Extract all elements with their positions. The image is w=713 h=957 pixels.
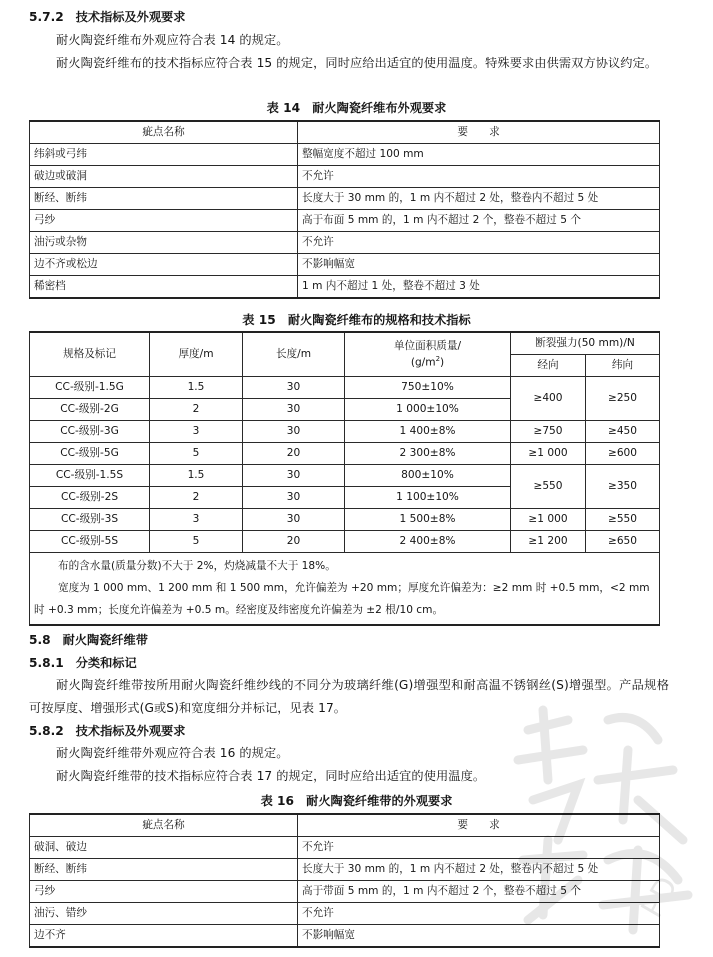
paragraph: 耐火陶瓷纤维带按所用耐火陶瓷纤维纱线的不同分为玻璃纤维(G)增强型和耐高温不锈钢丝(S)增强型。产品规格可按厚度、增强形式(G或S)和宽度细分并标记，见表 17。 [29, 678, 669, 715]
cell-thickness: 3 [150, 509, 243, 531]
table-row [30, 377, 660, 399]
mass-header-unit [349, 353, 506, 370]
table-row [30, 859, 660, 881]
cell-length: 20 [243, 531, 345, 553]
cell-spec: CC-级别-2S [30, 487, 150, 509]
cell-requirement: 不影响幅宽 [298, 254, 660, 276]
table-row [30, 837, 660, 859]
cell-mass: 2 300±8% [345, 443, 511, 465]
cell-requirement: 不允许 [298, 166, 660, 188]
cell-weft: ≥550 [586, 509, 660, 531]
cell-thickness: 3 [150, 421, 243, 443]
cell-defect-name: 边不齐 [30, 925, 298, 948]
table-16 [29, 813, 660, 948]
table-row [30, 188, 660, 210]
column-header-strength: 断裂强力(50 mm)/N [511, 332, 660, 355]
cell-thickness: 1.5 [150, 465, 243, 487]
cell-defect-name: 弓纱 [30, 881, 298, 903]
watermark-text: PD [634, 870, 686, 924]
cell-defect-name: 弓纱 [30, 210, 298, 232]
section-title: 分类和标记 [75, 656, 137, 670]
cell-requirement: 不影响幅宽 [298, 925, 660, 948]
cell-defect-name: 边不齐或松边 [30, 254, 298, 276]
cell-spec: CC-级别-1.5G [30, 377, 150, 399]
cell-requirement: 长度大于 30 mm 的，1 m 内不超过 2 处，整卷内不超过 5 处 [298, 188, 660, 210]
table-14 [29, 120, 660, 299]
column-header-spec: 规格及标记 [30, 332, 150, 377]
table-row [30, 421, 660, 443]
column-header: 要 求 [298, 814, 660, 837]
section-title: 技术指标及外观要求 [75, 724, 186, 738]
unit-superscript: 2 [435, 354, 441, 363]
cell-requirement: 不允许 [298, 837, 660, 859]
table-row [30, 276, 660, 299]
table-row [30, 210, 660, 232]
table-row [30, 531, 660, 553]
cell-spec: CC-级别-1.5S [30, 465, 150, 487]
note-text: 宽度为 1 000 mm、1 200 mm 和 1 500 mm，允许偏差为 +20 mm；厚度允许偏差为：≥2 mm 时 +0.5 mm，<2 mm 时 +0.3 mm；长度允许偏差为 +0.5 m。经密度及纬密度允许偏差为 ±2 根/10 cm。 [34, 582, 650, 616]
paragraph: 耐火陶瓷纤维布外观应符合表 14 的规定。 [56, 33, 289, 47]
cell-defect-name: 破洞、破边 [30, 837, 298, 859]
column-header-weft: 纬向 [586, 355, 660, 377]
table-header-row [30, 814, 660, 837]
section-number: 5.7.2 [29, 10, 64, 24]
table-row [30, 925, 660, 948]
section-title: 技术指标及外观要求 [75, 10, 186, 24]
section-title: 耐火陶瓷纤维带 [62, 633, 148, 647]
section-number: 5.8.1 [29, 656, 64, 670]
cell-mass: 2 400±8% [345, 531, 511, 553]
section-heading-5-8-2 [29, 723, 185, 739]
table-row [30, 465, 660, 487]
cell-weft: ≥650 [586, 531, 660, 553]
cell-defect-name: 稀密档 [30, 276, 298, 299]
table-16-caption: 表 16 耐火陶瓷纤维带的外观要求 [260, 794, 453, 808]
cell-warp: ≥1 000 [511, 443, 586, 465]
cell-length: 30 [243, 399, 345, 421]
cell-mass: 750±10% [345, 377, 511, 399]
cell-thickness: 5 [150, 531, 243, 553]
section-heading-5-7-2 [29, 9, 185, 25]
cell-spec: CC-级别-2G [30, 399, 150, 421]
cell-weft: ≥250 [586, 377, 660, 421]
column-header-thickness: 厚度/m [150, 332, 243, 377]
cell-requirement: 长度大于 30 mm 的，1 m 内不超过 2 处，整卷内不超过 5 处 [298, 859, 660, 881]
paragraph: 耐火陶瓷纤维带外观应符合表 16 的规定。 [56, 746, 289, 760]
cell-spec: CC-级别-5G [30, 443, 150, 465]
cell-mass: 1 100±10% [345, 487, 511, 509]
column-header: 疵点名称 [30, 121, 298, 144]
table-note-row [30, 553, 660, 626]
cell-length: 30 [243, 377, 345, 399]
cell-mass: 1 400±8% [345, 421, 511, 443]
cell-weft: ≥600 [586, 443, 660, 465]
table-row [30, 166, 660, 188]
note-line [34, 577, 655, 621]
cell-requirement: 不允许 [298, 903, 660, 925]
cell-warp: ≥400 [511, 377, 586, 421]
cell-requirement: 1 m 内不超过 1 处，整卷不超过 3 处 [298, 276, 660, 299]
table-row [30, 443, 660, 465]
column-header: 要 求 [298, 121, 660, 144]
cell-mass: 1 000±10% [345, 399, 511, 421]
cell-defect-name: 纬斜或弓纬 [30, 144, 298, 166]
table-header-row [30, 121, 660, 144]
cell-defect-name: 油污、错纱 [30, 903, 298, 925]
cell-warp: ≥750 [511, 421, 586, 443]
table-15-notes [30, 553, 660, 626]
cell-spec: CC-级别-3S [30, 509, 150, 531]
mass-header-line1: 单位面积质量/ [393, 339, 462, 352]
paragraph: 耐火陶瓷纤维布的技术指标应符合表 15 的规定，同时应给出适宜的使用温度。特殊要求由供需双方协议约定。 [56, 56, 658, 70]
cell-warp: ≥1 200 [511, 531, 586, 553]
section-number: 5.8.2 [29, 724, 64, 738]
cell-requirement: 不允许 [298, 232, 660, 254]
section-heading-5-8 [29, 632, 148, 648]
table-15-caption: 表 15 耐火陶瓷纤维布的规格和技术指标 [242, 313, 471, 327]
cell-warp: ≥1 000 [511, 509, 586, 531]
cell-requirement: 高于带面 5 mm 的，1 m 内不超过 2 个，整卷不超过 5 个 [298, 881, 660, 903]
table-header-row [30, 332, 660, 355]
cell-requirement: 高于布面 5 mm 的，1 m 内不超过 2 个，整卷不超过 5 个 [298, 210, 660, 232]
cell-length: 20 [243, 443, 345, 465]
table-row [30, 144, 660, 166]
note-text: 布的含水量(质量分数)不大于 2%，灼烧减量不大于 18%。 [58, 560, 336, 572]
cell-length: 30 [243, 421, 345, 443]
cell-defect-name: 油污或杂物 [30, 232, 298, 254]
cell-defect-name: 断经、断纬 [30, 188, 298, 210]
cell-weft: ≥450 [586, 421, 660, 443]
column-header-length: 长度/m [243, 332, 345, 377]
cell-weft: ≥350 [586, 465, 660, 509]
table-row [30, 254, 660, 276]
table-row [30, 509, 660, 531]
column-header: 疵点名称 [30, 814, 298, 837]
cell-length: 30 [243, 465, 345, 487]
paragraph: 耐火陶瓷纤维带的技术指标应符合表 17 的规定，同时应给出适宜的使用温度。 [56, 769, 486, 783]
unit-end: ) [440, 356, 445, 369]
unit-base: (g/m [410, 356, 436, 369]
cell-thickness: 1.5 [150, 377, 243, 399]
table-row [30, 881, 660, 903]
cell-defect-name: 断经、断纬 [30, 859, 298, 881]
table-14-caption: 表 14 耐火陶瓷纤维布外观要求 [266, 101, 447, 115]
table-row [30, 903, 660, 925]
column-header-warp: 经向 [511, 355, 586, 377]
section-number: 5.8 [29, 633, 51, 647]
cell-thickness: 5 [150, 443, 243, 465]
table-15 [29, 331, 660, 626]
cell-spec: CC-级别-5S [30, 531, 150, 553]
cell-length: 30 [243, 487, 345, 509]
cell-spec: CC-级别-3G [30, 421, 150, 443]
section-heading-5-8-1 [29, 655, 137, 671]
note-line [34, 555, 655, 577]
cell-requirement: 整幅宽度不超过 100 mm [298, 144, 660, 166]
cell-warp: ≥550 [511, 465, 586, 509]
cell-thickness: 2 [150, 487, 243, 509]
column-header-mass [345, 332, 511, 377]
cell-defect-name: 破边或破洞 [30, 166, 298, 188]
cell-length: 30 [243, 509, 345, 531]
table-row [30, 232, 660, 254]
cell-mass: 1 500±8% [345, 509, 511, 531]
cell-thickness: 2 [150, 399, 243, 421]
cell-mass: 800±10% [345, 465, 511, 487]
